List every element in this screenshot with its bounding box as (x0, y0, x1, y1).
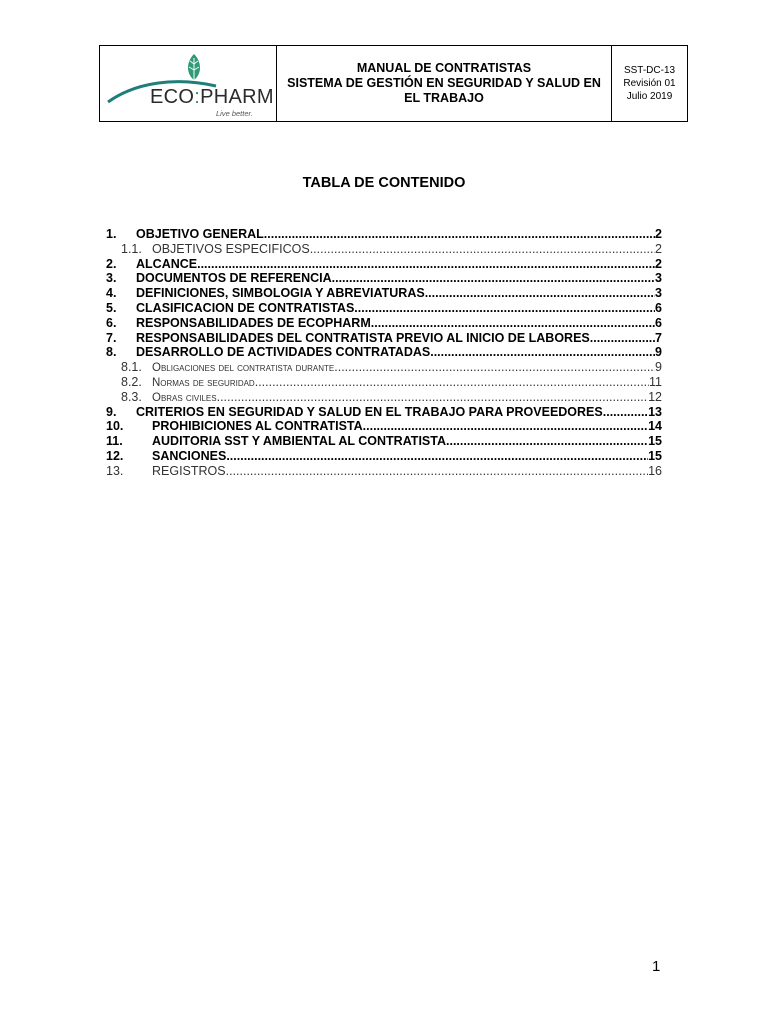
toc-entry-page: 15 (648, 448, 662, 463)
brand-pharm: PHARM (200, 86, 274, 108)
toc-entry-label: DEFINICIONES, SIMBOLOGIA Y ABREVIATURAS (136, 286, 425, 301)
toc-entry-label: DESARROLLO DE ACTIVIDADES CONTRATADAS (136, 345, 431, 360)
toc-entry[interactable] (106, 464, 662, 479)
toc-entry-number: 2. (106, 256, 117, 271)
header-meta (612, 46, 687, 121)
toc-entry-number: 6. (106, 315, 117, 330)
toc-entry-label: CLASIFICACION DE CONTRATISTAS (136, 300, 355, 315)
brand-separator: : (194, 86, 201, 108)
toc-entry-label: PROHIBICIONES AL CONTRATISTA (152, 419, 363, 434)
table-of-contents (106, 227, 662, 479)
toc-entry-page: 2 (655, 256, 662, 271)
toc-entry[interactable] (106, 360, 662, 375)
toc-leader-dots (226, 449, 648, 463)
toc-entry-page: 12 (648, 389, 662, 404)
toc-entry-label: Obras civiles (152, 391, 217, 404)
toc-entry-page: 9 (655, 345, 662, 360)
toc-entry[interactable] (106, 286, 662, 301)
toc-entry-page: 6 (655, 300, 662, 315)
toc-leader-dots (590, 331, 655, 345)
brand-tagline: Live better. (216, 109, 253, 118)
toc-entry[interactable] (106, 390, 662, 405)
toc-entry-page: 2 (655, 227, 662, 241)
toc-entry-label: AUDITORIA SST Y AMBIENTAL AL CONTRATISTA (152, 434, 446, 449)
toc-entry-page: 15 (648, 434, 662, 449)
toc-entry-page: 14 (648, 419, 662, 434)
toc-entry-label: ALCANCE (136, 256, 198, 271)
toc-entry[interactable] (106, 419, 662, 434)
toc-leader-dots (334, 360, 655, 374)
toc-entry-number: 7. (106, 330, 117, 345)
toc-entry-number: 10. (106, 419, 124, 434)
toc-leader-dots (425, 286, 655, 300)
toc-entry[interactable] (106, 375, 662, 390)
toc-entry-number: 12. (106, 448, 124, 463)
toc-leader-dots (217, 390, 648, 404)
doc-date: Julio 2019 (626, 91, 673, 102)
toc-entry-number: 8.2. (121, 374, 142, 389)
toc-leader-dots (264, 227, 655, 241)
toc-entry-label: OBJETIVO GENERAL (136, 227, 264, 241)
toc-entry-label: CRITERIOS EN SEGURIDAD Y SALUD EN EL TRABAJO PARA PROVEEDORES (136, 404, 603, 419)
revision: Revisión 01 (623, 78, 676, 89)
toc-entry[interactable] (106, 227, 662, 242)
toc-entry-number: 8. (106, 345, 117, 360)
toc-entry-label: RESPONSABILIDADES DEL CONTRATISTA PREVIO AL INICIO DE LABORES (136, 330, 590, 345)
toc-leader-dots (332, 271, 655, 285)
toc-entry-page: 7 (655, 330, 662, 345)
toc-leader-dots (430, 345, 655, 359)
toc-entry-number: 8.1. (121, 360, 142, 375)
toc-entry-page: 11 (649, 374, 662, 389)
toc-entry-label: SANCIONES (152, 448, 227, 463)
toc-entry[interactable] (106, 257, 662, 272)
header-title (277, 46, 612, 121)
toc-entry-page: 13 (648, 404, 662, 419)
toc-entry-page: 9 (655, 360, 662, 375)
toc-entry-number: 1. (106, 227, 117, 241)
toc-title: TABLA DE CONTENIDO (302, 175, 466, 191)
toc-leader-dots (371, 316, 655, 330)
toc-entry[interactable] (106, 449, 662, 464)
brand-eco: ECO (150, 86, 195, 108)
toc-leader-dots (354, 301, 655, 315)
toc-entry[interactable] (106, 345, 662, 360)
logo-cell (100, 46, 277, 121)
toc-entry-page: 6 (655, 315, 662, 330)
toc-entry-label: Obligaciones del contratista durante (152, 362, 335, 375)
page-number: 1 (652, 958, 661, 975)
title-line-2: SISTEMA DE GESTIÓN EN SEGURIDAD Y SALUD EN (287, 76, 601, 90)
toc-entry-number: 8.3. (121, 389, 142, 404)
toc-leader-dots (363, 419, 648, 433)
toc-entry-label: REGISTROS (152, 463, 226, 478)
toc-entry-page: 16 (648, 463, 662, 478)
document-header (99, 45, 688, 122)
toc-entry-label: Normas de seguridad (152, 376, 255, 389)
toc-entry-page: 2 (655, 241, 662, 256)
toc-entry[interactable] (106, 405, 662, 420)
toc-entry[interactable] (106, 271, 662, 286)
toc-leader-dots (197, 257, 655, 271)
toc-entry-number: 3. (106, 271, 117, 286)
toc-leader-dots (226, 464, 648, 478)
toc-entry-label: DOCUMENTOS DE REFERENCIA (136, 271, 332, 286)
toc-entry-number: 9. (106, 404, 117, 419)
brand-name (150, 86, 274, 109)
toc-entry-label: OBJETIVOS ESPECIFICOS (152, 241, 310, 256)
toc-leader-dots (255, 375, 649, 389)
toc-entry[interactable] (106, 434, 662, 449)
toc-entry[interactable] (106, 301, 662, 316)
toc-leader-dots (446, 434, 648, 448)
toc-entry-page: 3 (655, 271, 662, 286)
toc-entry[interactable] (106, 316, 662, 331)
toc-entry-number: 5. (106, 300, 117, 315)
toc-leader-dots (603, 405, 648, 419)
toc-entry-page: 3 (655, 286, 662, 301)
toc-entry-number: 4. (106, 286, 117, 301)
title-line-3: EL TRABAJO (404, 91, 484, 105)
toc-entry-number: 11. (106, 434, 123, 449)
toc-entry[interactable] (106, 331, 662, 346)
title-line-1: MANUAL DE CONTRATISTAS (356, 61, 532, 75)
doc-code: SST-DC-13 (623, 65, 676, 76)
toc-entry-label: RESPONSABILIDADES DE ECOPHARM (136, 315, 371, 330)
toc-entry[interactable] (106, 242, 662, 257)
toc-entry-number: 13. (106, 463, 124, 478)
toc-leader-dots (310, 242, 655, 256)
toc-entry-number: 1.1. (121, 241, 142, 256)
